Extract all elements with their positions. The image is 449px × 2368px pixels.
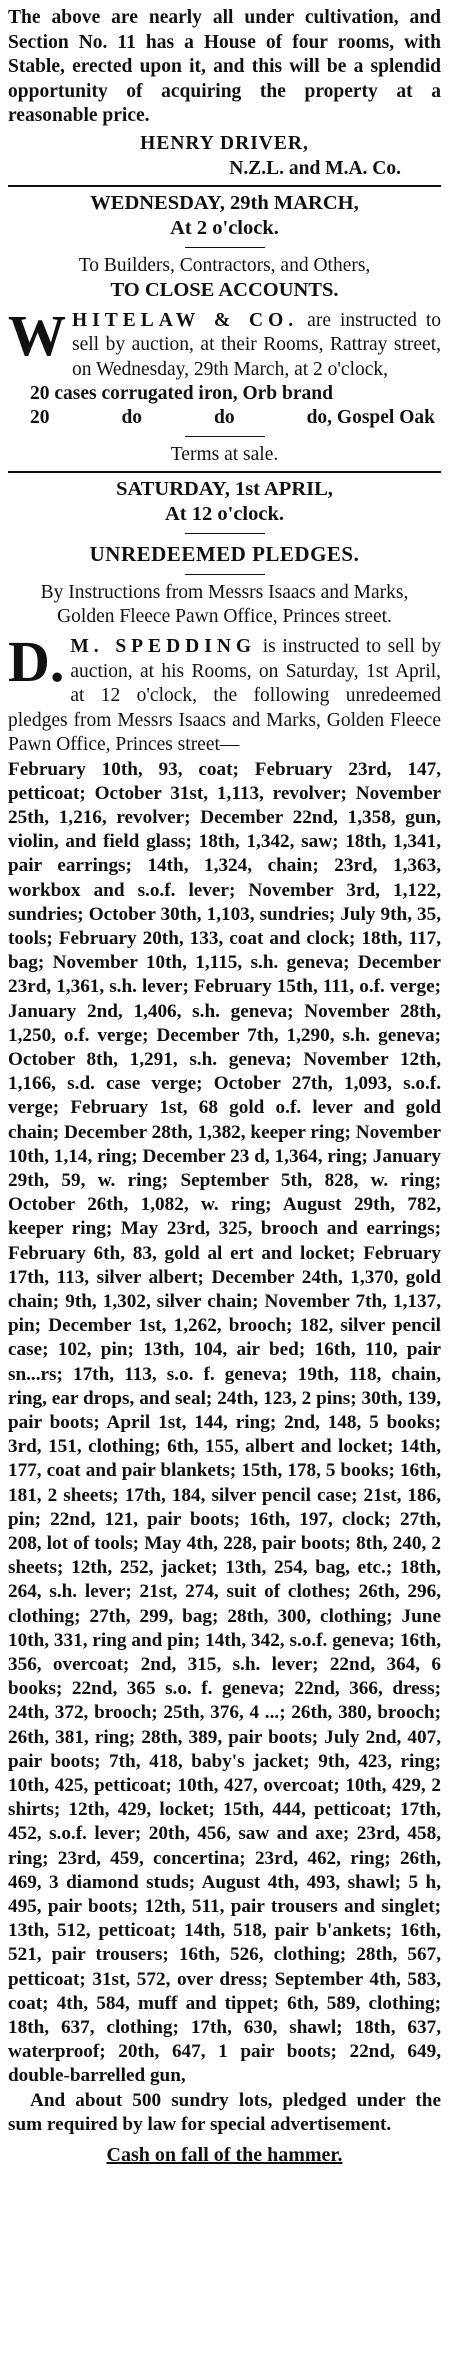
- short-divider: [185, 574, 265, 575]
- sale1-date: WEDNESDAY, 29th MARCH,: [90, 191, 359, 214]
- sale1-to-line: To Builders, Contractors, and Others,: [78, 254, 371, 276]
- divider: [8, 471, 441, 473]
- sale1-auctioneer: HITELAW & CO.: [72, 309, 299, 331]
- short-divider: [185, 533, 265, 534]
- divider: [8, 185, 441, 187]
- sale1-item-text: 20 cases corrugated iron, Orb brand: [30, 383, 333, 404]
- sale1-item-brand: do, Gospel Oak: [306, 407, 435, 428]
- sale1-drop-cap: W: [8, 302, 66, 368]
- sale2-auctioneer: M. SPEDDING: [70, 636, 257, 657]
- sale2-announcement: [8, 629, 442, 758]
- sale1-announcement: [8, 302, 442, 383]
- sale1-item-ditto: do: [121, 407, 143, 428]
- sale2-announcement-text: is instructed to sell by auction, at his Rooms, on Saturday, 1st April, at 12 o'clock, the following unredeemed pledges from Messrs Isaacs and Marks, Golden Fleece Pawn Office, Princes street—: [8, 636, 442, 755]
- sale1-item-row: [8, 406, 441, 430]
- sale1-item-row: [8, 382, 441, 406]
- sale1-purpose: TO CLOSE ACCOUNTS.: [110, 278, 339, 301]
- sale2-closing: And about 500 sundry lots, pledged under the sum required by law for special advertisement.: [8, 2089, 441, 2135]
- sale2-title: UNREDEEMED PLEDGES.: [89, 542, 360, 566]
- sale1-item-ditto: do: [214, 407, 235, 428]
- intro-paragraph: The above are nearly all under cultivation, and Section No. 11 has a House of four rooms, with Stable, erected upon it, and this will be a splendid opportunity of acquiring the property at a reasonable price.: [8, 7, 441, 126]
- signature-name: HENRY DRIVER,: [140, 132, 309, 154]
- pledge-list: February 10th, 93, coat; February 23rd, 147, petticoat; October 31st, 1,113, revolver; November 25th, 1,216, revolver; December 22nd, 1,358, gun, violin, and field glass; 18th, 1,342, saw; 18th, 1,341, pair earrings; 14th, 1,324, chain; 23rd, 1,363, workbox and s.o.f. lever; November 3rd, 1,122, sundries; October 30th, 1,103, sundries; July 9th, 35, tools; February 20th, 133, coat and clock; 18th, 117, bag; November 10th, 1,115, s.h. geneva; December 23rd, 1,361, s.h. lever; February 15th, 111, o.f. verge; January 2nd, 1,406, s.h. geneva; November 28th, 1,250, o.f. verge; December 7th, 1,290, s.h. geneva; October 8th, 1,291, s.h. geneva; November 12th, 1,166, s.d. case verge; October 27th, 1,093, s.o.f. verge; February 1st, 68 gold o.f. lever and gold chain; December 28th, 1,382, keeper ring; November 10th, 1,14, ring; December 23 d, 1,364, ring; January 29th, 59, w. ring; September 5th, 828, w. ring; October 26th, 1,082, w. ring; August 29th, 782, keeper ring; May 23rd, 325, brooch and earrings; February 6th, 83, gold al ert and locket; February 17th, 113, silver albert; December 24th, 1,370, gold chain; 9th, 1,302, silver chain; November 7th, 1,137, pin; December 1st, 1,262, brooch; 182, silver pencil case; 102, pin; 13th, 104, air bed; 16th, 110, pair sn...rs; 17th, 113, s.o. f. geneva; 19th, 118, chain, ring, ear drops, and seal; 24th, 123, 2 pins; 30th, 139, pair boots; April 1st, 144, ring; 2nd, 148, 5 books; 3rd, 151, clothing; 6th, 155, albert and locket; 14th, 177, coat and pair blankets; 15th, 178, 5 books; 16th, 181, 2 sheets; 17th, 184, silver pencil case; 21st, 186, pin; 22nd, 121, pair boots; 16th, 197, clock; 27th, 208, lot of tools; May 4th, 228, pair boots; 8th, 240, 2 sheets; 12th, 252, jacket; 13th, 254, bag, etc.; 18th, 264, s.h. lever; 21st, 274, suit of clothes; 26th, 296, clothing; 27th, 299, bag; 28th, 300, clothing; June 10th, 331, ring and pin; 14th, 342, s.o.f. geneva; 16th, 356, overcoat; 2nd, 315, s.h. lever; 22nd, 364, 6 books; 22nd, 365 s.o. f. geneva; 22nd, 366, dress; 24th, 372, brooch; 25th, 376, 4 ...; 26th, 380, brooch; 26th, 381, ring; 28th, 389, pair boots; July 2nd, 407, pair boots; 7th, 418, baby's jacket; 9th, 423, ring; 10th, 425, petticoat; 10th, 427, overcoat; 10th, 429, 2 shirts; 12th, 429, locket; 15th, 444, petticoat; 17th, 452, s.o.f. lever; 20th, 456, saw and axe; 23rd, 458, ring; 23rd, 459, concertina; 23rd, 462, ring; 26th, 469, 3 diamond studs; August 4th, 493, shawl; 5 h, 495, pair boots; 12th, 511, pair trousers and singlet; 13th, 512, petticoat; 14th, 518, pair b'ankets; 16th, 521, pair trousers; 16th, 526, clothing; 28th, 567, petticoat; 31st, 572, over dress; September 4th, 583, coat; 4th, 584, muff and tippet; 6th, 589, clothing; 18th, 637, clothing; 17th, 630, shawl; 18th, 637, waterproof; 20th, 647, 1 pair boots; 22nd, 649, double-barrelled gun,: [8, 758, 441, 2087]
- sale2-time: At 12 o'clock.: [165, 503, 284, 525]
- sale2-drop-cap: D.: [8, 629, 65, 694]
- sale1-terms: Terms at sale.: [170, 444, 279, 465]
- sale2-instructions: By Instructions from Messrs Isaacs and Marks, Golden Fleece Pawn Office, Princes street.: [40, 582, 409, 627]
- sale2-footer: Cash on fall of the hammer.: [106, 2144, 343, 2167]
- short-divider: [185, 247, 265, 248]
- sale1-item-qty: 20: [30, 407, 50, 428]
- signature-firm: N.Z.L. and M.A. Co.: [229, 157, 401, 179]
- short-divider: [185, 436, 265, 437]
- sale1-time: At 2 o'clock.: [170, 216, 279, 239]
- sale2-date: SATURDAY, 1st APRIL,: [116, 478, 333, 500]
- sale1-announcement-text: are instructed to sell by auction, at their Rooms, Rattray street, on Wednesday, 29th March, at 2 o'clock,: [72, 309, 442, 380]
